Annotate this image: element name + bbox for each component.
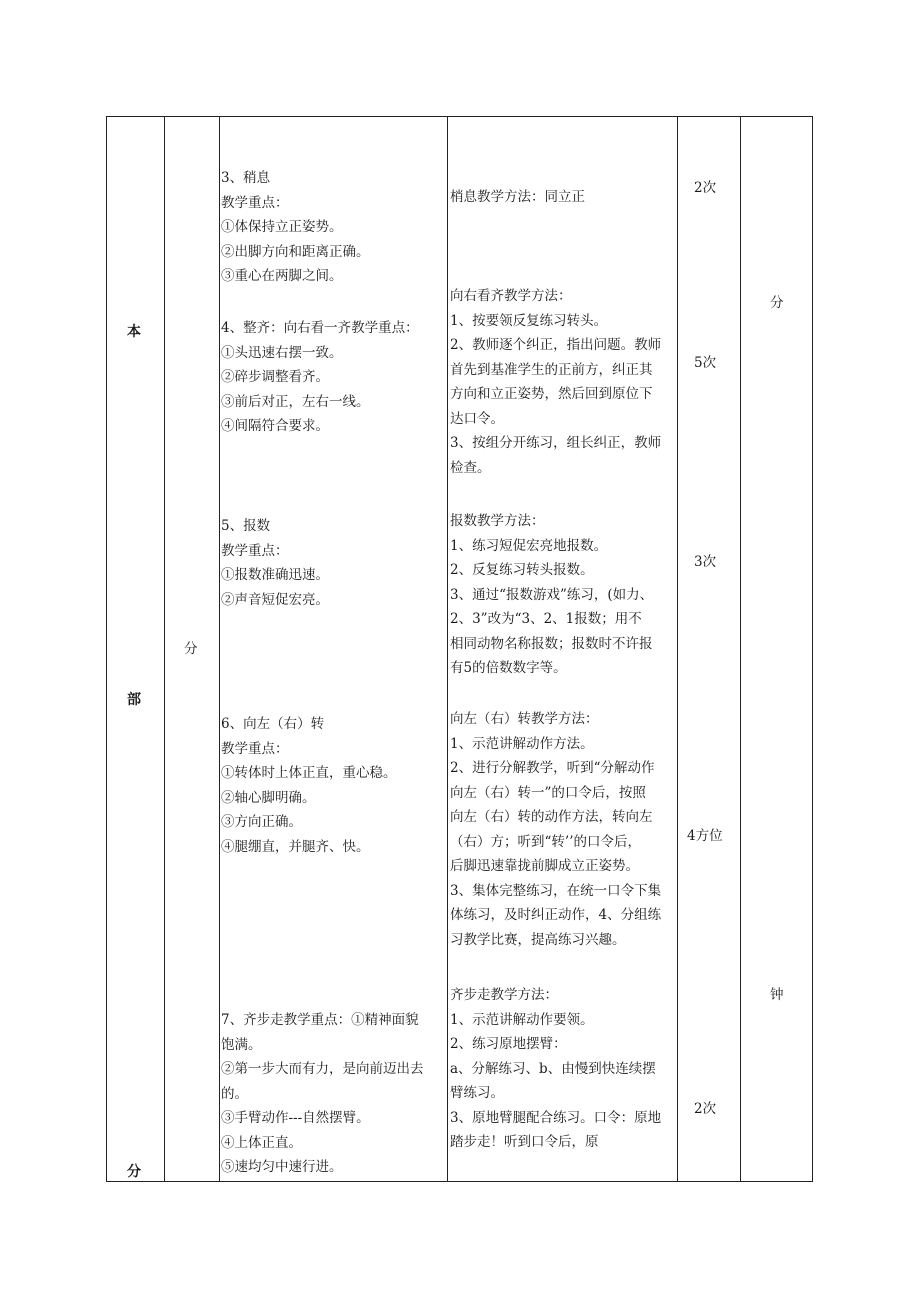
content-line: 的。 xyxy=(221,1085,248,1102)
method-line: 1、示范讲解动作方法。 xyxy=(450,735,594,752)
column-divider xyxy=(164,116,165,1182)
time-unit-fen: 分 xyxy=(184,641,198,657)
section-label-ben: 本 xyxy=(127,324,141,340)
content-line: ④间隔符合要求。 xyxy=(221,418,329,434)
content-line: ①头迅速右摆一致。 xyxy=(221,344,343,361)
method-line: 报数教学方法： xyxy=(450,513,545,529)
method-line: 2、3”改为“3、2、1报数；用不 xyxy=(450,611,642,627)
content-line: 3、稍息 xyxy=(221,170,271,186)
method-line: 方向和立正姿势，然后回到原位下 xyxy=(450,386,653,402)
method-block-turn xyxy=(450,707,661,952)
method-line: 2、教师逐个纠正，指出问题。教师 xyxy=(450,337,662,353)
column-divider xyxy=(677,116,678,1182)
content-line: ③方向正确。 xyxy=(221,814,302,830)
method-line: 向左（右）转一”的口令后，按照 xyxy=(450,784,646,801)
content-block-rest xyxy=(221,166,370,289)
column-divider xyxy=(447,116,448,1182)
content-line: ②第一步大而有力，是向前迈出去 xyxy=(221,1061,424,1077)
content-line: ④腿绷直，并腿齐、快。 xyxy=(221,838,370,855)
content-line: ③手臂动作---自然摆臂。 xyxy=(221,1110,370,1126)
method-line: 向右看齐教学方法： xyxy=(450,288,572,304)
column-divider xyxy=(219,116,220,1182)
section-label-bu: 部 xyxy=(127,692,141,708)
method-line: 有5的倍数数字等。 xyxy=(450,660,567,676)
content-block-turn xyxy=(221,712,397,859)
method-line: 1、练习短促宏亮地报数。 xyxy=(450,537,608,554)
method-line: 1、示范讲解动作要领。 xyxy=(450,1011,594,1028)
content-line: ④上体正直。 xyxy=(221,1134,302,1151)
method-line: 达口令。 xyxy=(450,410,504,427)
section-label-fen: 分 xyxy=(127,1164,141,1180)
method-line: 3、按组分开练习，组长纠正，教师 xyxy=(450,435,662,451)
count-cell: 2次 xyxy=(694,180,717,196)
content-line: ①体保持立正姿势。 xyxy=(221,219,343,235)
content-line: 教学重点： xyxy=(221,542,289,559)
content-line: ②碎步调整看齐。 xyxy=(221,369,329,385)
content-line: 饱满。 xyxy=(221,1036,262,1053)
method-line: a、分解练习、b、由慢到快连续摆 xyxy=(450,1060,656,1077)
content-line: ③前后对正，左右一线。 xyxy=(221,393,370,410)
method-line: 检查。 xyxy=(450,459,491,476)
content-block-count-off xyxy=(221,514,329,612)
method-line: 2、反复练习转头报数。 xyxy=(450,562,594,578)
method-line: （右）方；听到“转’’的口令后， xyxy=(450,833,641,850)
method-line: 臂练习。 xyxy=(450,1085,504,1101)
method-line: 体练习，及时纠正动作，4、分组练 xyxy=(450,907,662,923)
method-line: 2、进行分解教学，听到“分解动作 xyxy=(450,760,655,776)
method-line: 踏步走！听到口令后，原 xyxy=(450,1134,599,1150)
content-block-align xyxy=(221,316,419,439)
content-line: ②声音短促宏亮。 xyxy=(221,591,329,608)
count-cell: 3次 xyxy=(694,554,717,570)
method-line: 梢息教学方法：同立正 xyxy=(450,189,585,205)
content-line: 教学重点： xyxy=(221,740,289,757)
method-line: 3、集体完整练习，在统一口令下集 xyxy=(450,882,662,899)
method-line: 3、原地臂腿配合练习。口令：原地 xyxy=(450,1109,662,1126)
method-line: 向左（右）转的动作方法，转向左 xyxy=(450,809,653,825)
method-block-count-off xyxy=(450,509,653,681)
content-line: ②出脚方向和距离正确。 xyxy=(221,243,370,260)
method-line: 后脚迅速靠拢前脚成立正姿势。 xyxy=(450,858,639,874)
method-block-rest xyxy=(450,185,585,210)
count-cell: 2次 xyxy=(694,1101,717,1117)
content-line: ③重心在两脚之间。 xyxy=(221,268,343,284)
method-line: 3、通过“报数游戏”练习，(如力、 xyxy=(450,586,654,603)
method-line: 首先到基准学生的正前方，纠正其 xyxy=(450,361,653,378)
content-line: ①报数准确迅速。 xyxy=(221,567,329,583)
count-cell: 4方位 xyxy=(687,828,723,844)
content-line: ②轴心脚明确。 xyxy=(221,789,316,806)
method-block-align xyxy=(450,284,661,480)
method-line: 1、按要领反复练习转头。 xyxy=(450,312,608,329)
method-line: 齐步走教学方法： xyxy=(450,987,558,1003)
method-block-march xyxy=(450,983,661,1155)
content-line: ⑤速均匀中速行进。 xyxy=(221,1159,343,1175)
time-unit-zhong: 钟 xyxy=(770,987,784,1003)
time-unit-fen: 分 xyxy=(770,295,784,311)
content-line: 4、整齐：向右看一齐教学重点： xyxy=(221,320,419,336)
method-line: 相同动物名称报数；报数时不许报 xyxy=(450,635,653,652)
content-block-march xyxy=(221,1008,424,1180)
content-line: 5、报数 xyxy=(221,518,271,534)
content-line: 6、向左（右）转 xyxy=(221,716,325,732)
content-line: ①转体时上体正直，重心稳。 xyxy=(221,765,397,781)
method-line: 2、练习原地摆臂： xyxy=(450,1036,567,1052)
count-cell: 5次 xyxy=(694,355,717,371)
method-line: 向左（右）转教学方法： xyxy=(450,711,599,727)
column-divider xyxy=(740,116,741,1182)
content-line: 教学重点： xyxy=(221,194,289,211)
method-line: 习教学比赛，提高练习兴趣。 xyxy=(450,931,626,948)
content-line: 7、齐步走教学重点：①精神面貌 xyxy=(221,1012,419,1028)
